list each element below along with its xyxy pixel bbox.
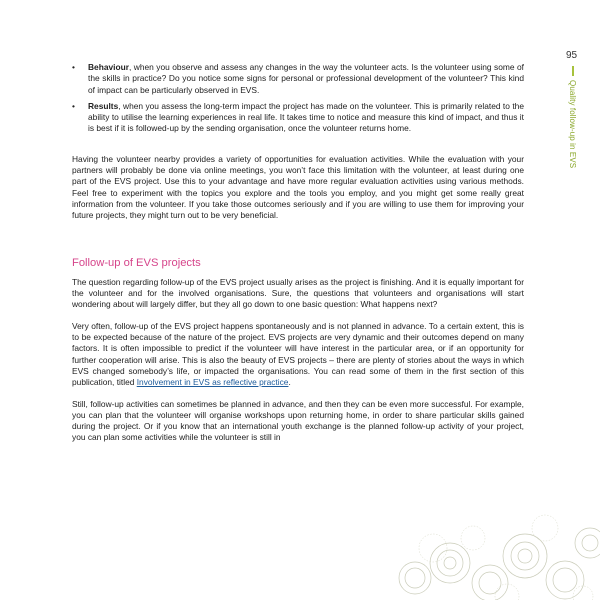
paragraph-evaluation: Having the volunteer nearby provides a variety of opportunities for evaluation activities. While the evaluation with your partners will probably be done via online meetings, you won’t face this limitation with the volunteer, at least during one part of the EVS project. Use this to your advantage and have more regular evaluation activities using various methods. Feel free to experiment with the topics you explore and the tools you employ, and you might get some really great information from the volunteer. If you take those outcomes seriously and if you are willing to use them for improving your future projects, they might turn out to be very beneficial.	[72, 153, 524, 221]
bullet-icon: •	[72, 62, 75, 72]
side-accent-line	[572, 66, 574, 76]
bullet-list	[72, 62, 524, 135]
decorative-pattern	[385, 508, 600, 600]
bullet-term: Results	[88, 100, 119, 111]
paragraph-spontaneous-follow-up	[72, 321, 524, 389]
side-section-label: Quality follow-up in EVS	[568, 80, 577, 169]
bullet-text: , when you assess the long-term impact the project has made on the volunteer. This is primarily related to the ability to utilise the learning experiences in real life. It takes time to notice and measure this kind of impact, and thus it is best if it is followed-up by the sending organisation, once the volunteer returns home.	[88, 100, 524, 134]
list-item	[72, 62, 524, 96]
paragraph-planned-follow-up: Still, follow-up activities can sometimes be planned in advance, and then they can be even more successful. For example, you can plan that the volunteer will organise workshops upon returning home, in order to share particular skills gained during the project. Or if you know that an international youth exchange is the planned follow-up activity of your project, you can plan some activities while the volunteer is still in	[72, 398, 524, 443]
paragraph-text: Very often, follow-up of the EVS project happens spontaneously and is not planned in advance. To a certain extent, this is to be expected because of the nature of the project. EVS projects are very dynamic and their outcomes depend on many factors. It is often impossible to predict if the volunteer will have interest in the particular area, or if an opportunity for further cooperation will arise. This is also the beauty of EVS projects – there are plenty of stories about the ways in which EVS changed somebody’s life, or impacted the organisations. You can read some of them in the first section of this publication, titled	[72, 320, 524, 388]
bullet-text: , when you observe and assess any changes in the way the volunteer acts. Is the volunteer using some of the skills in practice? Do you notice some signs for personal or professional development of the volunteer? This kind of impact can be particularly observed in EVS.	[88, 62, 524, 95]
main-content	[72, 62, 524, 444]
bullet-icon: •	[72, 100, 75, 111]
page-number: 95	[566, 50, 578, 61]
paragraph-end: .	[288, 377, 291, 388]
paragraph-follow-up-question: The question regarding follow-up of the EVS project usually arises as the project is finishing. And it is equally important for the volunteer and for the involved organisations. Sure, the questions that volunteers and organisations will start wondering about will largely differ, but they all go down to one basic question: What happens next?	[72, 276, 524, 310]
reflective-practice-link[interactable]: Involvement in EVS as reflective practice	[136, 377, 289, 388]
section-heading: Follow-up of EVS projects	[72, 256, 201, 269]
bullet-term: Behaviour	[88, 62, 129, 72]
list-item	[72, 101, 524, 135]
